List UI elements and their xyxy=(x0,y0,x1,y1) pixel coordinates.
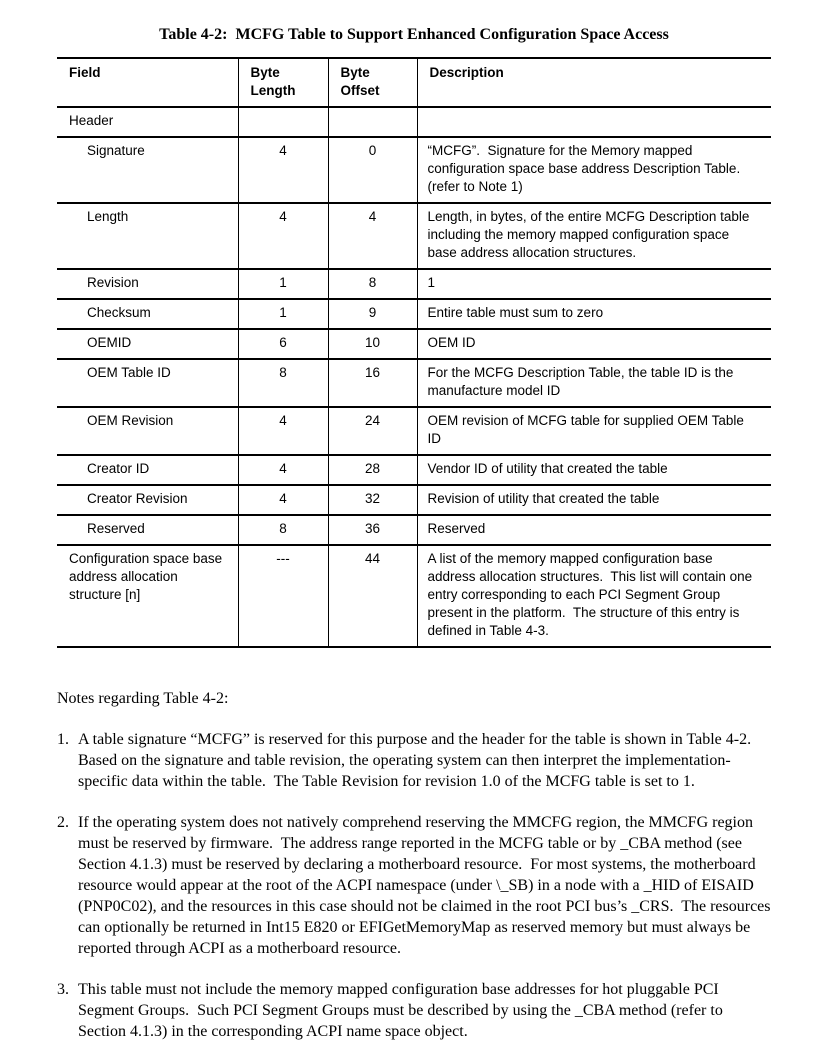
table-row xyxy=(57,515,771,545)
byte-offset-cell: 0 xyxy=(328,137,417,203)
table-row xyxy=(57,269,771,299)
byte-offset-cell: 36 xyxy=(328,515,417,545)
byte-length-cell: 8 xyxy=(238,359,328,407)
description-cell: Entire table must sum to zero xyxy=(417,299,771,329)
table-row xyxy=(57,137,771,203)
table-row xyxy=(57,455,771,485)
byte-offset-cell: 4 xyxy=(328,203,417,269)
col-header-byte-offset: Byte Offset xyxy=(328,58,417,107)
mcfg-table xyxy=(57,57,771,648)
byte-length-cell: 4 xyxy=(238,455,328,485)
table-row xyxy=(57,545,771,647)
col-header-byte-length: Byte Length xyxy=(238,58,328,107)
table-row xyxy=(57,485,771,515)
field-cell: Creator ID xyxy=(57,455,238,485)
description-cell: “MCFG”. Signature for the Memory mapped configuration space base address Description Table. (refer to Note 1) xyxy=(417,137,771,203)
field-cell: Revision xyxy=(57,269,238,299)
note-item xyxy=(57,979,773,1042)
table-caption: Table 4-2: MCFG Table to Support Enhanced Configuration Space Access xyxy=(159,26,669,43)
description-cell: Length, in bytes, of the entire MCFG Description table including the memory mapped configuration space base address allocation structures. xyxy=(417,203,771,269)
byte-offset-cell: 24 xyxy=(328,407,417,455)
field-cell: Configuration space base address allocation structure [n] xyxy=(57,545,238,647)
description-cell: Reserved xyxy=(417,515,771,545)
notes-section xyxy=(57,688,773,1042)
byte-offset-cell: 8 xyxy=(328,269,417,299)
note-number: 3. xyxy=(57,981,69,998)
byte-offset-cell xyxy=(328,107,417,137)
table-row xyxy=(57,407,771,455)
byte-offset-cell: 44 xyxy=(328,545,417,647)
description-cell: Vendor ID of utility that created the table xyxy=(417,455,771,485)
byte-length-cell: 6 xyxy=(238,329,328,359)
note-text: A table signature “MCFG” is reserved for this purpose and the header for the table is shown in Table 4-2. Based on the signature and table revision, the operating system can then interpret the implementation-specific data within the table. The Table Revision for revision 1.0 of the MCFG table is set to 1. xyxy=(78,731,760,790)
col-header-field: Field xyxy=(57,58,238,107)
byte-length-cell: 4 xyxy=(238,137,328,203)
description-cell: 1 xyxy=(417,269,771,299)
notes-heading: Notes regarding Table 4-2: xyxy=(57,690,229,707)
note-number: 1. xyxy=(57,731,69,748)
byte-length-cell: 4 xyxy=(238,203,328,269)
byte-length-cell: 4 xyxy=(238,407,328,455)
byte-offset-cell: 10 xyxy=(328,329,417,359)
field-cell: Creator Revision xyxy=(57,485,238,515)
table-row xyxy=(57,203,771,269)
field-cell: OEM Table ID xyxy=(57,359,238,407)
byte-length-cell: --- xyxy=(238,545,328,647)
description-cell: Revision of utility that created the table xyxy=(417,485,771,515)
description-cell: OEM revision of MCFG table for supplied OEM Table ID xyxy=(417,407,771,455)
field-cell: Header xyxy=(57,107,238,137)
table-row xyxy=(57,329,771,359)
table-header-row xyxy=(57,58,771,107)
field-cell: Length xyxy=(57,203,238,269)
table-row xyxy=(57,359,771,407)
note-item xyxy=(57,812,773,959)
notes-list xyxy=(57,729,773,1042)
byte-length-cell: 4 xyxy=(238,485,328,515)
table-row xyxy=(57,107,771,137)
note-number: 2. xyxy=(57,814,69,831)
field-cell: OEM Revision xyxy=(57,407,238,455)
description-cell: For the MCFG Description Table, the table ID is the manufacture model ID xyxy=(417,359,771,407)
description-cell: A list of the memory mapped configuration base address allocation structures. This list will contain one entry corresponding to each PCI Segment Group present in the platform. The structure of this entry is defined in Table 4-3. xyxy=(417,545,771,647)
description-cell: OEM ID xyxy=(417,329,771,359)
note-text: This table must not include the memory mapped configuration base addresses for hot pluggable PCI Segment Groups. Such PCI Segment Groups must be described by using the _CBA method (refer to Section 4.1.3) in the corresponding ACPI name space object. xyxy=(78,981,727,1040)
byte-offset-cell: 9 xyxy=(328,299,417,329)
byte-offset-cell: 32 xyxy=(328,485,417,515)
byte-length-cell: 1 xyxy=(238,269,328,299)
byte-offset-cell: 28 xyxy=(328,455,417,485)
field-cell: Checksum xyxy=(57,299,238,329)
note-item xyxy=(57,729,773,792)
byte-offset-cell: 16 xyxy=(328,359,417,407)
field-cell: Reserved xyxy=(57,515,238,545)
col-header-description: Description xyxy=(417,58,771,107)
byte-length-cell xyxy=(238,107,328,137)
description-cell xyxy=(417,107,771,137)
byte-length-cell: 8 xyxy=(238,515,328,545)
note-text: If the operating system does not natively comprehend reserving the MMCFG region, the MMCFG region must be reserved by firmware. The address range reported in the MCFG table or by _CBA method (see Section 4.1.3) must be reserved by declaring a motherboard resource. For most systems, the motherboard resource would appear at the root of the ACPI namespace (under \_SB) in a node with a _HID of EISAID (PNP0C02), and the resources in this case should not be claimed in the root PCI bus’s _CRS. The resources can optionally be returned in Int15 E820 or EFIGetMemoryMap as reserved memory but must always be reported through ACPI as a motherboard resource. xyxy=(78,814,775,957)
field-cell: Signature xyxy=(57,137,238,203)
byte-length-cell: 1 xyxy=(238,299,328,329)
table-row xyxy=(57,299,771,329)
field-cell: OEMID xyxy=(57,329,238,359)
